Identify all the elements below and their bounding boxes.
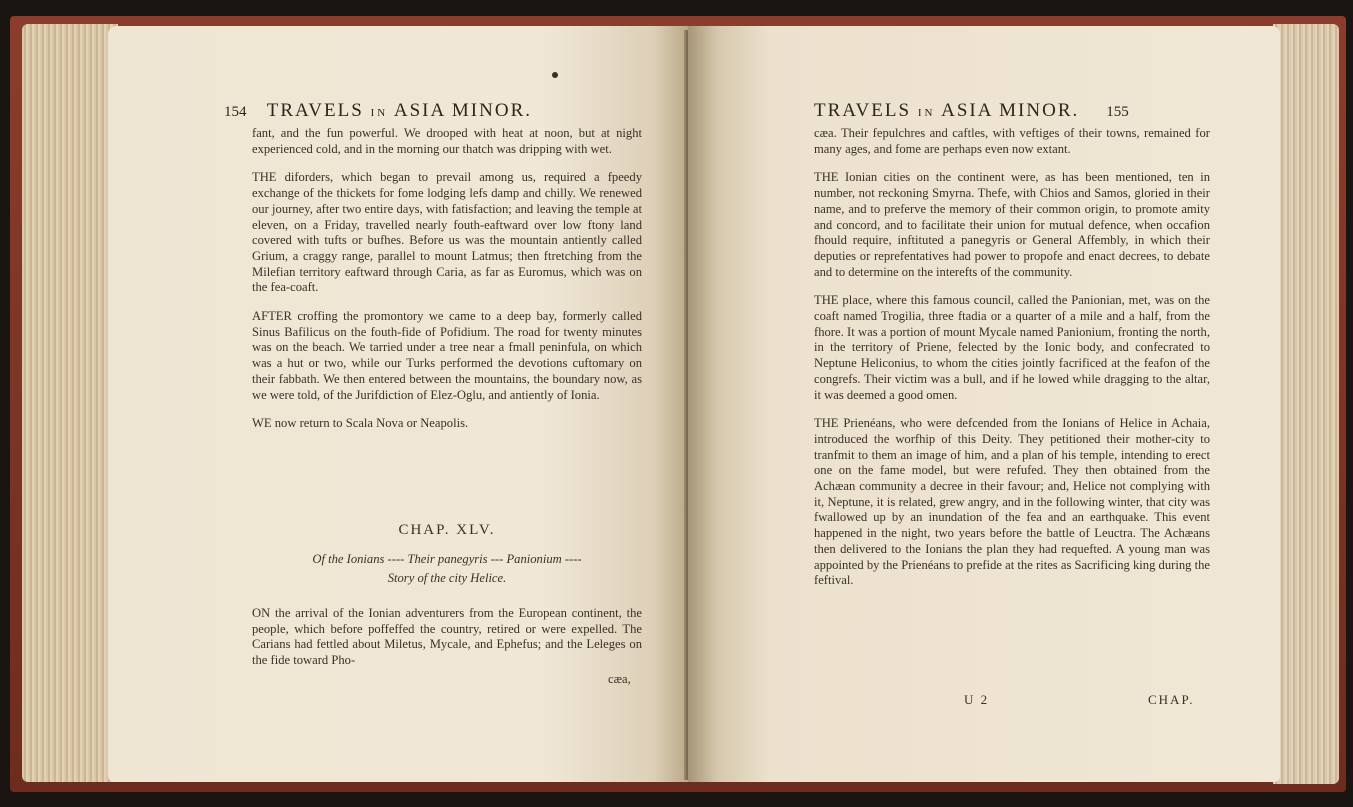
chapter-heading: CHAP. XLV. <box>398 522 496 538</box>
argument-line-2: Story of the city Helice. <box>387 571 507 585</box>
left-head-asia: ASIA MINOR. <box>393 100 532 121</box>
right-catchword: CHAP. <box>1148 692 1195 707</box>
right-running-head <box>814 100 1129 122</box>
right-head-in: IN <box>917 107 936 119</box>
left-page-number: 154 <box>224 104 247 120</box>
left-paragraph-3: AFTER croffing the promontory we came to a deep bay, formerly called Sinus Bafilicus on the fouth-fide of Pofidium. The road for twenty minutes was on the beach. We tarried under a tree near a fmall peninfula, on which was a hut or two, while our Turks performed the devotions cuftomary on their fabbath. We then entered between the mountains, the boundary now, as we were told, of the Jurifdiction of Elez-Oglu, and antiently of Ionia. <box>252 309 642 402</box>
left-page-edges <box>22 24 118 782</box>
signature-mark: U 2 <box>964 692 990 707</box>
right-paragraph-3: THE place, where this famous council, called the Panionian, met, was on the coaft named Trogilia, three ftadia or a quarter of a mile and a half, from the fhore. It was a portion of mount Mycale named Panionium, fronting the north, in the territory of Priene, felected by the Ionic body, and confecrated to Neptune Heliconius, to whom the cities jointly facrificed at the feafon of the congrefs. Their victim was a bull, and if he lowed while dragging to the altar, it was deemed a good omen. <box>814 293 1210 402</box>
chapter-text: ON the arrival of the Ionian adventurers from the European continent, the people, which before poffeffed the country, retired or were expelled. The Carians had fettled about Miletus, Mycale, and Ephefus; and the Leleges on the fide toward Pho- <box>252 606 642 668</box>
left-paragraph-2: THE diforders, which began to prevail among us, required a fpeedy exchange of the thickets for fome lodging lefs damp and chilly. We renewed our journey, after two entire days, with fatisfaction; and leaving the temple at eleven, on a Friday, travelled nearly fouth-eaftward over low ftony land covered with tufts or bufhes. Before us was the mountain antiently called Grium, a craggy range, parallel to mount Latmus; then ftretching from the Milefian territory eaftward through Caria, as far as Euromus, which was on the fea-coaft. <box>252 170 642 295</box>
left-catchword: cæa, <box>608 672 631 686</box>
right-paragraph-1: cæa. Their fepulchres and caftles, with veftiges of their towns, remained for many ages, and fome are perhaps even now extant. <box>814 126 1210 156</box>
right-paragraph-2: THE Ionian cities on the continent were, as has been mentioned, ten in number, not reckoning Smyrna. Thefe, with Chios and Samos, gloried in their name, and to preferve the memory of their common origin, to promote amity and concord, and to facilitate their union for mutual defence, when occafion fhould require, inftituted a panegyris or General Affembly, in which their deputies or reprefentatives had power to propofe and enact decrees, to debate and to determine on the interefts of the community. <box>814 170 1210 279</box>
left-running-head <box>224 100 532 122</box>
right-paragraph-4: THE Prienéans, who were defcended from the Ionians of Helice in Achaia, introduced the worfhip of this Deity. They petitioned their mother-city to tranfmit to them an image of him, and a plan of his temple, intending to erect one on the fame model, but were refufed. They then obtained from the Achæan community a decree in their favour; and, Helice not complying with it, Neptune, it is related, grew angry, and in the following winter, that city was fwallowed up by an inundation of the fea and an earthquake. This event happened in the night, two years before the battle of Leuctra. The Achæans then delivered to the Ionians the plan they had requefted. A young man was appointed by the Prienéans to prefide at the rites as Sacrificing king during the feftival. <box>814 416 1210 588</box>
right-head-travels: TRAVELS <box>814 100 912 121</box>
left-page <box>108 26 688 782</box>
left-paragraph-1: fant, and the fun powerful. We drooped with heat at noon, but at night experienced cold, and in the morning our thatch was dripping with wet. <box>252 126 642 156</box>
chapter-argument <box>252 550 642 588</box>
right-page-number: 155 <box>1106 104 1129 120</box>
ink-dot <box>552 72 558 78</box>
right-page-edges <box>1273 24 1339 784</box>
left-head-travels: TRAVELS <box>266 100 364 121</box>
right-page <box>688 26 1280 782</box>
left-head-in: IN <box>370 107 389 119</box>
argument-line-1: Of the Ionians ---- Their panegyris --- Panionium ---- <box>312 552 582 566</box>
right-text <box>814 126 1210 589</box>
right-head-asia: ASIA MINOR. <box>941 100 1080 121</box>
left-text <box>252 126 642 432</box>
left-paragraph-4: WE now return to Scala Nova or Neapolis. <box>252 416 469 431</box>
